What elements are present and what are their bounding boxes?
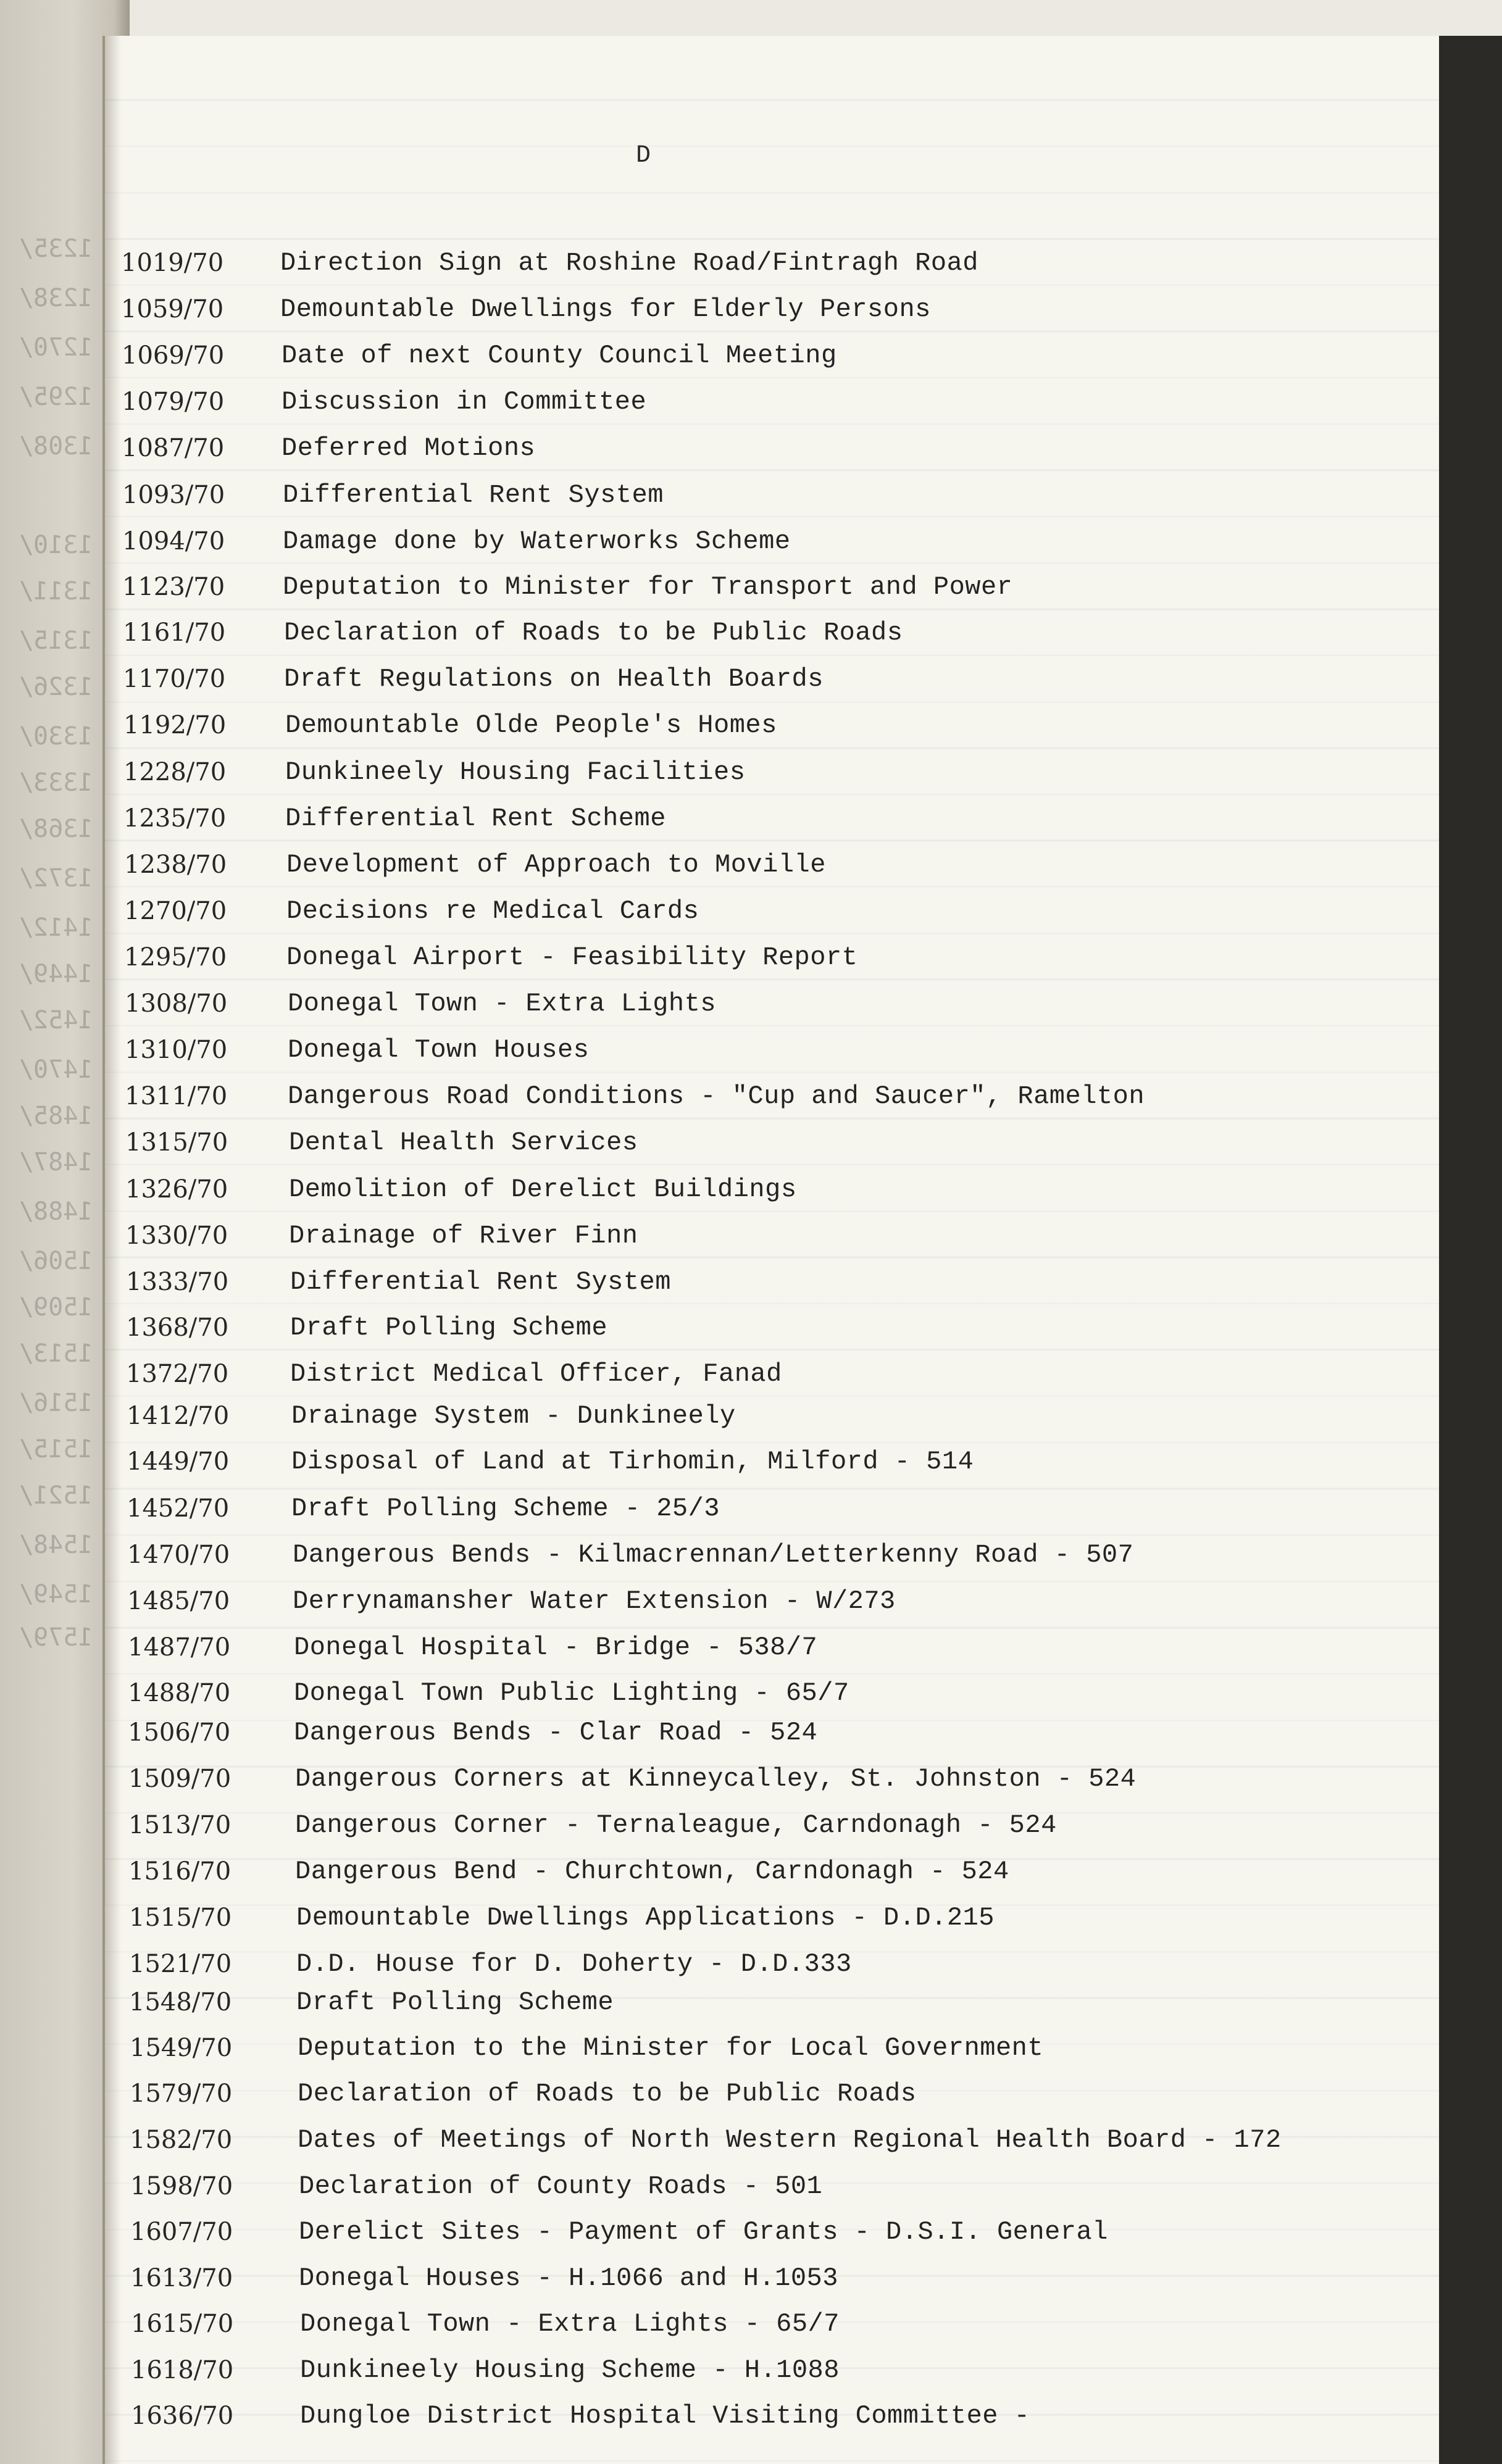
show-through-mark: 1549/ xyxy=(18,1580,93,1609)
minute-number: 1228/70 xyxy=(123,758,227,786)
entry-subject: Demountable Dwellings Applications - D.D.215 xyxy=(296,1903,995,1933)
entry-subject: Dangerous Bends - Kilmacrennan/Letterkenny Road - 507 xyxy=(293,1540,1134,1570)
minute-number: 1485/70 xyxy=(127,1587,230,1615)
show-through-mark: 1368/ xyxy=(18,815,93,843)
binding-shadow xyxy=(102,36,121,2464)
minute-number: 1079/70 xyxy=(122,388,225,416)
entry-subject: Differential Rent System xyxy=(283,480,664,510)
entry-subject: Declaration of County Roads - 501 xyxy=(299,2171,823,2201)
entry-subject: Draft Regulations on Health Boards xyxy=(284,664,824,694)
show-through-mark: 1333/ xyxy=(18,768,93,797)
show-through-mark: 1326/ xyxy=(18,673,93,701)
entry-subject: Dungloe District Hospital Visiting Committee - xyxy=(300,2401,1030,2431)
minute-number: 1069/70 xyxy=(122,341,225,370)
minute-number: 1326/70 xyxy=(125,1175,228,1204)
entry-subject: Derelict Sites - Payment of Grants - D.S.I. General xyxy=(299,2217,1108,2247)
entry-subject: Donegal Airport - Feasibility Report xyxy=(286,943,858,972)
entry-subject: Differential Rent System xyxy=(290,1267,671,1297)
entry-subject: Dangerous Road Conditions - "Cup and Saucer", Ramelton xyxy=(288,1081,1145,1111)
show-through-mark: 1579/ xyxy=(18,1623,93,1652)
show-through-mark: 1515/ xyxy=(18,1435,93,1463)
show-through-mark: 1330/ xyxy=(18,722,93,751)
entry-subject: Declaration of Roads to be Public Roads xyxy=(298,2079,917,2108)
minute-number: 1311/70 xyxy=(125,1082,228,1110)
minute-number: 1059/70 xyxy=(121,295,224,323)
entry-subject: Draft Polling Scheme xyxy=(296,1987,614,2017)
minute-number: 1452/70 xyxy=(127,1494,230,1523)
minute-number: 1515/70 xyxy=(129,1904,232,1932)
minute-number: 1470/70 xyxy=(127,1541,230,1569)
minute-number: 1093/70 xyxy=(122,481,225,509)
entry-subject: District Medical Officer, Fanad xyxy=(290,1359,782,1389)
entry-subject: Draft Polling Scheme - 25/3 xyxy=(291,1494,720,1523)
entry-subject: Deputation to Minister for Transport and Power xyxy=(283,572,1013,602)
show-through-mark: 1513/ xyxy=(18,1339,93,1368)
minute-number: 1123/70 xyxy=(122,573,225,601)
entry-subject: Donegal Town - Extra Lights - 65/7 xyxy=(300,2309,840,2339)
entry-subject: Demountable Olde People's Homes xyxy=(285,710,777,740)
show-through-mark: 1488/ xyxy=(18,1197,93,1226)
minute-number: 1521/70 xyxy=(129,1950,232,1978)
entry-subject: Damage done by Waterworks Scheme xyxy=(283,527,791,556)
minute-number: 1513/70 xyxy=(128,1811,232,1839)
minute-number: 1549/70 xyxy=(130,2034,233,2062)
show-through-mark: 1372/ xyxy=(18,864,93,893)
entry-subject: Drainage of River Finn xyxy=(289,1221,638,1251)
show-through-mark: 1485/ xyxy=(18,1102,93,1130)
entry-subject: Dunkineely Housing Facilities xyxy=(285,757,746,787)
entry-subject: Declaration of Roads to be Public Roads xyxy=(284,618,903,647)
entry-subject: Donegal Hospital - Bridge - 538/7 xyxy=(294,1633,818,1662)
entry-subject: Draft Polling Scheme xyxy=(290,1313,608,1342)
entry-subject: Deputation to the Minister for Local Government xyxy=(298,2033,1044,2063)
entry-subject: Disposal of Land at Tirhomin, Milford - 514 xyxy=(291,1447,974,1476)
entry-subject: Direction Sign at Roshine Road/Fintragh Road xyxy=(280,248,978,278)
minute-number: 1295/70 xyxy=(124,943,227,972)
minute-number: 1330/70 xyxy=(125,1222,228,1250)
entry-subject: Date of next County Council Meeting xyxy=(282,341,837,370)
minute-number: 1579/70 xyxy=(130,2079,233,2108)
entry-subject: Deferred Motions xyxy=(282,433,536,463)
minute-number: 1615/70 xyxy=(131,2310,234,2338)
entry-subject: Dangerous Corner - Ternaleague, Carndonagh - 524 xyxy=(295,1810,1057,1840)
minute-number: 1170/70 xyxy=(123,665,226,693)
show-through-mark: 1506/ xyxy=(18,1247,93,1275)
page-edge xyxy=(1439,36,1502,2464)
minute-number: 1087/70 xyxy=(122,434,225,462)
minute-number: 1598/70 xyxy=(130,2172,233,2200)
minute-number: 1516/70 xyxy=(128,1857,232,1886)
page-letter: D xyxy=(636,142,651,170)
entry-subject: Donegal Town Houses xyxy=(288,1035,590,1065)
show-through-mark: 1412/ xyxy=(18,914,93,942)
minute-number: 1270/70 xyxy=(124,897,227,925)
minute-number: 1315/70 xyxy=(125,1128,228,1157)
minute-number: 1582/70 xyxy=(130,2126,233,2154)
show-through-mark: 1470/ xyxy=(18,1055,93,1084)
show-through-mark: 1548/ xyxy=(18,1531,93,1559)
minute-number: 1161/70 xyxy=(123,618,226,647)
show-through-mark: 1449/ xyxy=(18,960,93,988)
entry-subject: Discussion in Committee xyxy=(282,387,647,417)
minute-number: 1238/70 xyxy=(124,851,227,879)
entry-subject: Dangerous Corners at Kinneycalley, St. Johnston - 524 xyxy=(295,1764,1137,1794)
entry-subject: D.D. House for D. Doherty - D.D.333 xyxy=(296,1949,852,1979)
entry-subject: Drainage System - Dunkineely xyxy=(291,1401,736,1431)
entry-subject: Decisions re Medical Cards xyxy=(286,896,699,926)
minute-number: 1449/70 xyxy=(127,1447,230,1476)
show-through-mark: 1521/ xyxy=(18,1481,93,1510)
entry-subject: Donegal Houses - H.1066 and H.1053 xyxy=(299,2263,838,2293)
minute-number: 1412/70 xyxy=(127,1402,230,1430)
minute-number: 1506/70 xyxy=(128,1718,231,1747)
entry-subject: Demolition of Derelict Buildings xyxy=(289,1175,797,1204)
show-through-mark: 1270/ xyxy=(18,333,93,362)
minute-number: 1192/70 xyxy=(123,711,227,739)
minute-number: 1368/70 xyxy=(126,1313,229,1342)
entry-subject: Donegal Town Public Lighting - 65/7 xyxy=(294,1678,849,1708)
minute-number: 1487/70 xyxy=(128,1633,231,1662)
show-through-mark: 1452/ xyxy=(18,1006,93,1034)
minute-number: 1636/70 xyxy=(131,2402,234,2430)
minute-number: 1019/70 xyxy=(121,249,224,277)
scan-background xyxy=(0,0,1502,37)
minute-number: 1488/70 xyxy=(128,1679,231,1707)
minute-number: 1548/70 xyxy=(129,1988,232,2017)
minute-number: 1618/70 xyxy=(131,2356,234,2384)
show-through-mark: 1315/ xyxy=(18,626,93,655)
entry-subject: Derrynamansher Water Extension - W/273 xyxy=(293,1586,896,1616)
entry-subject: Dangerous Bend - Churchtown, Carndonagh - 524 xyxy=(295,1857,1009,1886)
minute-number: 1607/70 xyxy=(130,2218,233,2246)
entry-subject: Dental Health Services xyxy=(289,1128,638,1157)
show-through-mark: 1310/ xyxy=(18,531,93,559)
show-through-mark: 1516/ xyxy=(18,1389,93,1417)
entry-subject: Development of Approach to Moville xyxy=(286,850,826,880)
show-through-mark: 1487/ xyxy=(18,1148,93,1176)
show-through-mark: 1295/ xyxy=(18,383,93,411)
minute-number: 1613/70 xyxy=(130,2264,233,2292)
minute-number: 1094/70 xyxy=(122,527,225,556)
minute-number: 1333/70 xyxy=(126,1268,229,1296)
minute-number: 1372/70 xyxy=(126,1360,229,1388)
entry-subject: Dates of Meetings of North Western Regional Health Board - 172 xyxy=(298,2125,1282,2155)
show-through-mark: 1509/ xyxy=(18,1293,93,1321)
show-through-mark: 1238/ xyxy=(18,284,93,312)
entry-subject: Demountable Dwellings for Elderly Persons xyxy=(280,294,931,324)
minute-number: 1509/70 xyxy=(128,1765,232,1793)
entry-subject: Differential Rent Scheme xyxy=(285,804,666,833)
entry-subject: Dunkineely Housing Scheme - H.1088 xyxy=(300,2355,840,2385)
minute-number: 1310/70 xyxy=(125,1036,228,1064)
show-through-mark: 1311/ xyxy=(18,577,93,606)
minute-number: 1308/70 xyxy=(125,989,228,1018)
show-through-mark: 1308/ xyxy=(18,432,93,460)
minute-number: 1235/70 xyxy=(123,804,227,833)
entry-subject: Dangerous Bends - Clar Road - 524 xyxy=(294,1718,818,1747)
entry-subject: Donegal Town - Extra Lights xyxy=(288,989,717,1018)
show-through-mark: 1235/ xyxy=(18,235,93,263)
